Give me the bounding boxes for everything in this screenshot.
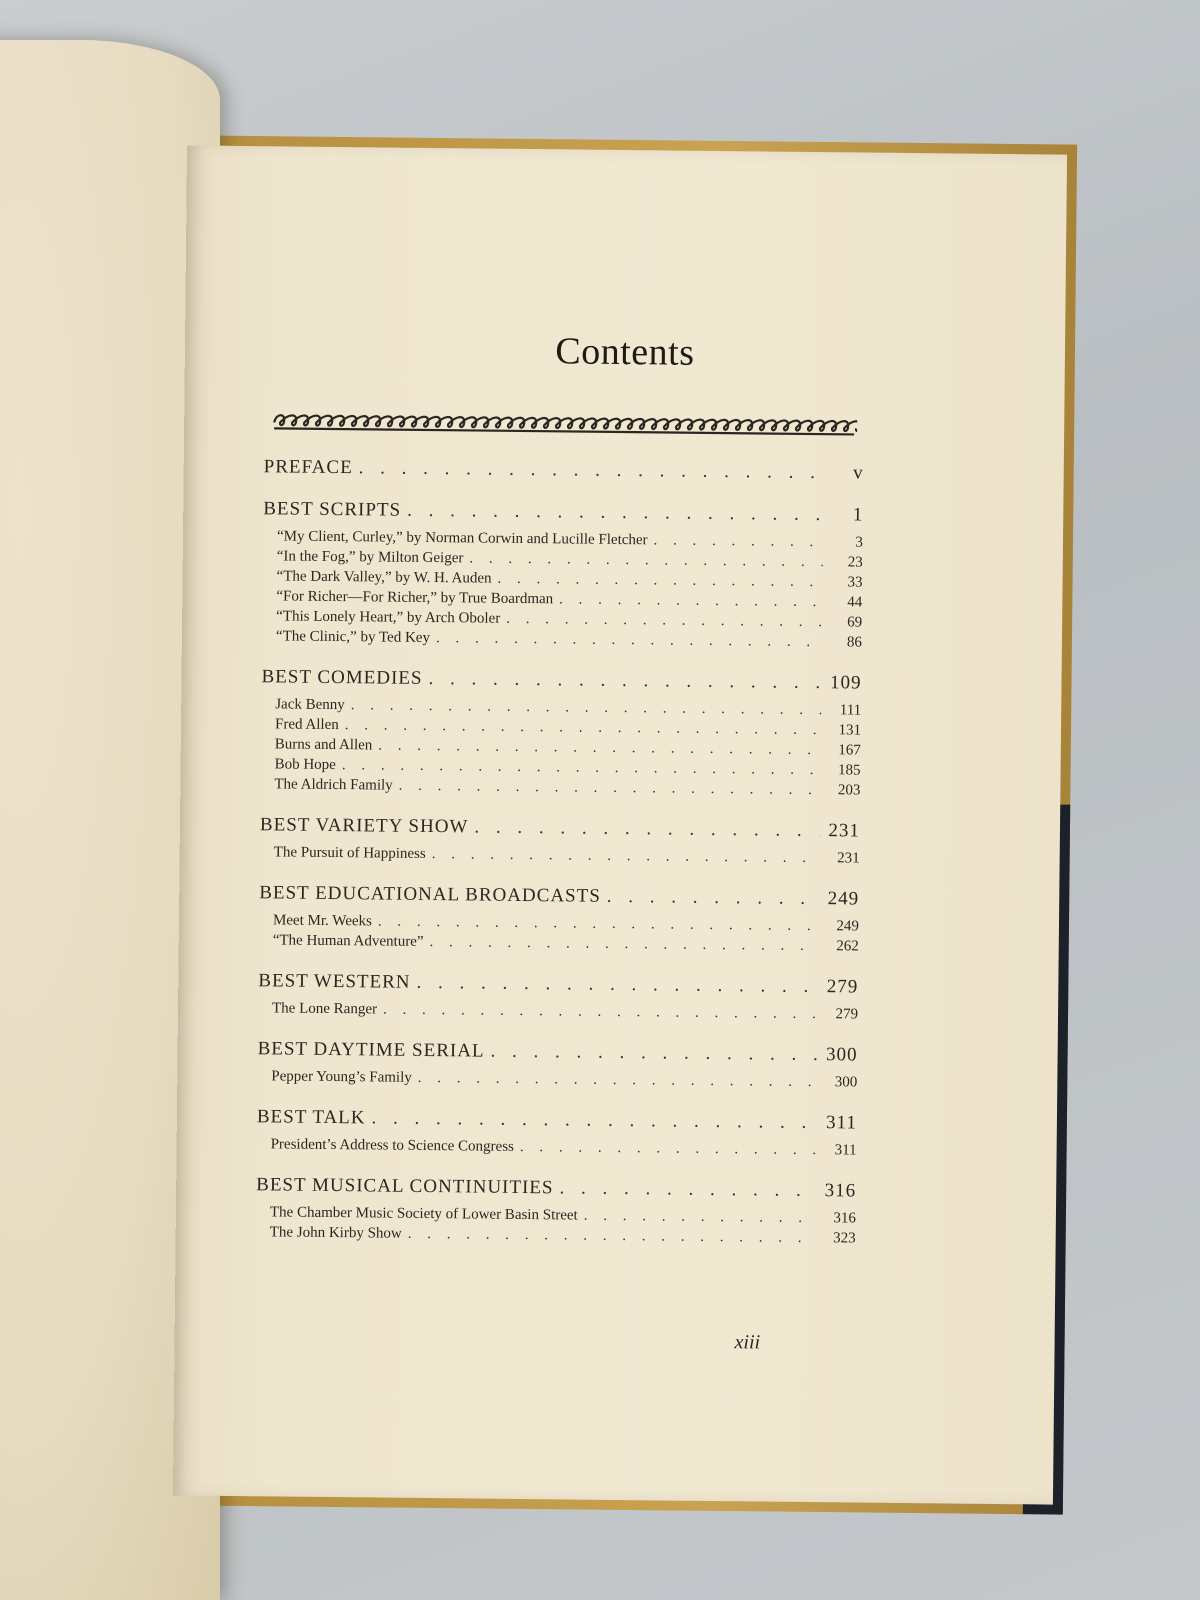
toc-entry xyxy=(258,970,858,998)
page-number: xiii xyxy=(734,1331,761,1354)
entry-page: 231 xyxy=(837,850,860,867)
entry-label: PREFACE xyxy=(263,456,353,479)
dot-leader xyxy=(418,1068,818,1092)
toc-section-preface xyxy=(264,456,864,484)
entry-label: BEST DAYTIME SERIAL xyxy=(257,1038,485,1062)
toc-subentry xyxy=(257,1134,857,1160)
entry-label: Jack Benny xyxy=(275,696,345,714)
entry-page: 33 xyxy=(847,574,863,591)
dot-leader xyxy=(584,1206,816,1228)
entry-label: BEST VARIETY SHOW xyxy=(259,814,469,838)
entry-label: BEST MUSICAL CONTINUITIES xyxy=(256,1174,554,1199)
entry-label: BEST TALK xyxy=(256,1106,366,1129)
dot-leader xyxy=(416,972,818,998)
dot-leader xyxy=(432,844,820,868)
dot-leader xyxy=(607,886,820,910)
entry-page: 203 xyxy=(837,782,861,799)
toc-section-educational xyxy=(259,882,860,956)
toc-subentry xyxy=(257,1066,857,1092)
entry-label: “For Richer—For Richer,” by True Boardman xyxy=(276,588,554,608)
toc-entry xyxy=(261,666,861,694)
toc-section-scripts xyxy=(262,498,864,652)
toc-entry xyxy=(264,456,864,484)
entry-page: 3 xyxy=(855,534,864,551)
dot-leader xyxy=(383,1000,818,1025)
toc-entry xyxy=(259,882,859,910)
toc-entry xyxy=(263,498,863,526)
entry-page: 323 xyxy=(833,1230,856,1247)
entry-page: 185 xyxy=(838,762,861,779)
dot-leader xyxy=(490,1041,817,1066)
entry-label: Burns and Allen xyxy=(274,736,373,754)
entry-label: The Chamber Music Society of Lower Basin Street xyxy=(269,1204,578,1224)
toc-entry xyxy=(256,1174,856,1202)
dot-leader xyxy=(371,1107,817,1134)
toc-subentry xyxy=(260,842,860,868)
entry-page: 231 xyxy=(828,820,861,842)
dot-leader xyxy=(559,1177,816,1202)
dot-leader xyxy=(559,589,822,612)
entry-label: BEST COMEDIES xyxy=(261,666,423,689)
entry-label: The Lone Ranger xyxy=(271,1000,378,1018)
dot-leader xyxy=(436,628,822,652)
entry-page: 44 xyxy=(847,594,863,611)
dot-leader xyxy=(407,500,823,526)
dot-leader xyxy=(653,530,823,552)
toc-entry xyxy=(260,814,860,842)
toc-section-western xyxy=(258,970,858,1024)
page-title: Contents xyxy=(555,330,695,374)
entry-label: BEST EDUCATIONAL BROADCASTS xyxy=(259,882,601,907)
entry-label: BEST WESTERN xyxy=(258,970,411,993)
dot-leader xyxy=(429,932,818,956)
entry-label: Meet Mr. Weeks xyxy=(272,912,372,930)
entry-label: President’s Address to Science Congress xyxy=(270,1136,515,1155)
entry-label: The John Kirby Show xyxy=(269,1224,402,1242)
dot-leader xyxy=(520,1137,817,1160)
toc-entry xyxy=(257,1106,857,1134)
entry-page: 300 xyxy=(834,1074,858,1091)
toc-section-variety xyxy=(260,814,860,868)
entry-page: 311 xyxy=(825,1112,858,1134)
entry-label: “The Human Adventure” xyxy=(272,932,424,950)
toc-section-comedies xyxy=(260,666,861,800)
entry-page: 23 xyxy=(847,554,863,571)
entry-page: 262 xyxy=(836,938,859,955)
entry-label: The Pursuit of Happiness xyxy=(273,844,426,862)
contents-page xyxy=(173,145,1067,1504)
entry-page: 279 xyxy=(826,976,859,998)
entry-page: 111 xyxy=(839,702,862,719)
ornament-divider xyxy=(272,410,857,440)
dot-leader xyxy=(359,457,824,484)
entry-label: The Aldrich Family xyxy=(274,776,393,794)
entry-page: 279 xyxy=(835,1006,859,1023)
entry-label: “The Clinic,” by Ted Key xyxy=(275,628,431,646)
dot-leader xyxy=(474,816,820,842)
entry-page: 1 xyxy=(852,504,864,526)
dot-leader xyxy=(399,776,821,800)
table-of-contents xyxy=(255,456,863,1268)
entry-label: Fred Allen xyxy=(274,716,339,734)
entry-page: 316 xyxy=(833,1210,856,1227)
entry-label: Pepper Young’s Family xyxy=(271,1068,412,1086)
toc-section-talk xyxy=(257,1106,857,1160)
entry-label: “The Dark Valley,” by W. H. Auden xyxy=(276,568,492,587)
entry-page: 311 xyxy=(834,1142,857,1159)
toc-section-serial xyxy=(257,1038,857,1092)
entry-page: v xyxy=(853,462,864,484)
entry-page: 249 xyxy=(827,888,860,910)
entry-label: BEST SCRIPTS xyxy=(263,498,402,521)
entry-page: 300 xyxy=(825,1044,858,1066)
entry-label: “This Lonely Heart,” by Arch Oboler xyxy=(276,608,501,627)
entry-page: 86 xyxy=(846,634,863,651)
toc-section-musical xyxy=(256,1174,857,1248)
entry-page: 316 xyxy=(824,1180,857,1202)
entry-label: Bob Hope xyxy=(274,756,336,774)
dot-leader xyxy=(428,668,821,694)
entry-label: “In the Fog,” by Milton Geiger xyxy=(276,548,464,567)
dot-leader xyxy=(408,1224,816,1248)
toc-subentry xyxy=(258,998,858,1024)
entry-page: 69 xyxy=(847,614,863,631)
entry-page: 109 xyxy=(829,672,862,694)
toc-entry xyxy=(258,1038,858,1066)
entry-page: 131 xyxy=(838,722,862,739)
entry-page: 167 xyxy=(838,742,861,759)
entry-label: “My Client, Curley,” by Norman Corwin and Lucille Fletcher xyxy=(276,528,648,549)
entry-page: 249 xyxy=(836,918,860,935)
